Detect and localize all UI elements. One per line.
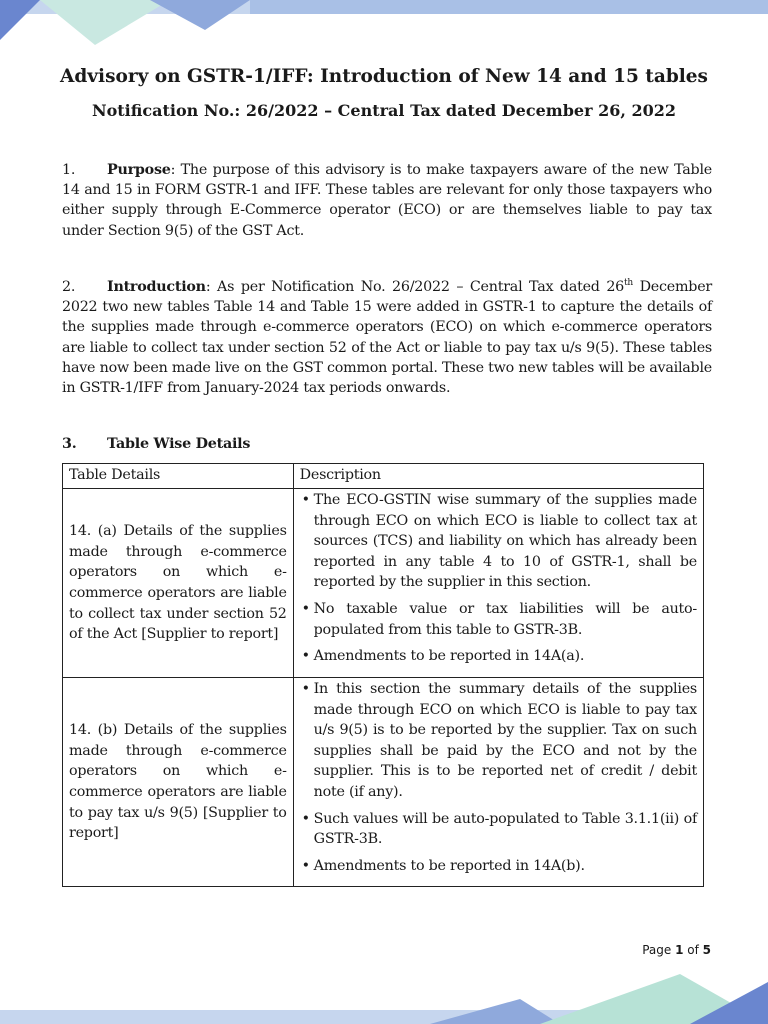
- bullet-list: [294, 489, 703, 671]
- section-purpose: [62, 160, 712, 241]
- table-details: [62, 463, 704, 887]
- section-text-cont: December 2022 two new tables Table 14 and Table 15 were added in GSTR-1 to capture the details of the supplies made through e-commerce operators (ECO) on which e-commerce operators are liable to collect tax under section 52 of the Act or liable to pay tax u/s 9(5). These tables have now been made live on the GST common portal. These two new tables will be available in GSTR-1/IFF from January-2024 tax periods onwards.: [62, 279, 712, 397]
- section-introduction: [62, 277, 712, 398]
- bullet-item: • Amendments to be reported in 14A(b).: [314, 856, 697, 877]
- page-prefix: Page: [642, 943, 676, 957]
- footer-decoration: [0, 964, 768, 1024]
- section-text: : The purpose of this advisory is to make taxpayers aware of the new Table 14 and 15 in FORM GSTR-1 and IFF. These tables are relevant for only those taxpayers who either supply through E-Commerce operator (ECO) or are themselves liable to pay tax under Section 9(5) of the GST Act.: [62, 162, 712, 239]
- bullet-item: • No taxable value or tax liabilities will be auto-populated from this table to GSTR-3B.: [314, 599, 697, 640]
- section-heading: Table Wise Details: [107, 436, 251, 452]
- bullet-item: • Such values will be auto-populated to Table 3.1.1(ii) of GSTR-3B.: [314, 809, 697, 850]
- row-details-14b: 14. (b) Details of the supplies made through e-commerce operators on which e-commerce operators are liable to pay tax u/s 9(5) [Supplier to report]: [63, 678, 294, 887]
- section-heading: Introduction: [107, 279, 206, 295]
- header-table-details: Table Details: [63, 464, 294, 489]
- bullet-item: • The ECO-GSTIN wise summary of the supplies made through ECO on which ECO is liable to collect tax at sources (TCS) and liability on which has already been reported in any table 4 to 10 of GSTR-1, shall be reported by the supplier in this section.: [314, 490, 697, 593]
- row-details-14a: 14. (a) Details of the supplies made through e-commerce operators on which e-commerce operators are liable to collect tax under section 52 of the Act [Supplier to report]: [63, 489, 294, 678]
- table-row: [63, 489, 704, 678]
- section-number: 2.: [62, 279, 76, 295]
- superscript: th: [624, 278, 633, 289]
- page-number: [642, 943, 711, 957]
- section-heading: Purpose: [107, 162, 171, 178]
- table-row: [63, 678, 704, 887]
- bullet-item: • Amendments to be reported in 14A(a).: [314, 646, 697, 667]
- page-total: 5: [702, 943, 711, 957]
- section-table-wise: [62, 436, 250, 452]
- document-title: Advisory on GSTR-1/IFF: Introduction of New 14 and 15 tables: [60, 66, 708, 87]
- page-mid: of: [683, 943, 703, 957]
- table-header-row: [63, 464, 704, 489]
- header-description: Description: [293, 464, 703, 489]
- section-number: 3.: [62, 436, 77, 452]
- page-current: 1: [675, 943, 684, 957]
- bullet-item: • In this section the summary details of the supplies made through ECO on which ECO is liable to pay tax u/s 9(5) is to be reported by the supplier. Tax on such supplies shall be paid by the ECO and not by the supplier. This is to be reported net of credit / debit note (if any).: [314, 679, 697, 803]
- section-text: : As per Notification No. 26/2022 – Central Tax dated 26: [205, 279, 625, 295]
- row-description-14a: [293, 489, 703, 678]
- header-decoration: [0, 0, 768, 50]
- row-description-14b: [293, 678, 703, 887]
- bullet-list: [294, 678, 703, 880]
- section-number: 1.: [62, 162, 76, 178]
- notification-subtitle: Notification No.: 26/2022 – Central Tax dated December 26, 2022: [91, 101, 677, 120]
